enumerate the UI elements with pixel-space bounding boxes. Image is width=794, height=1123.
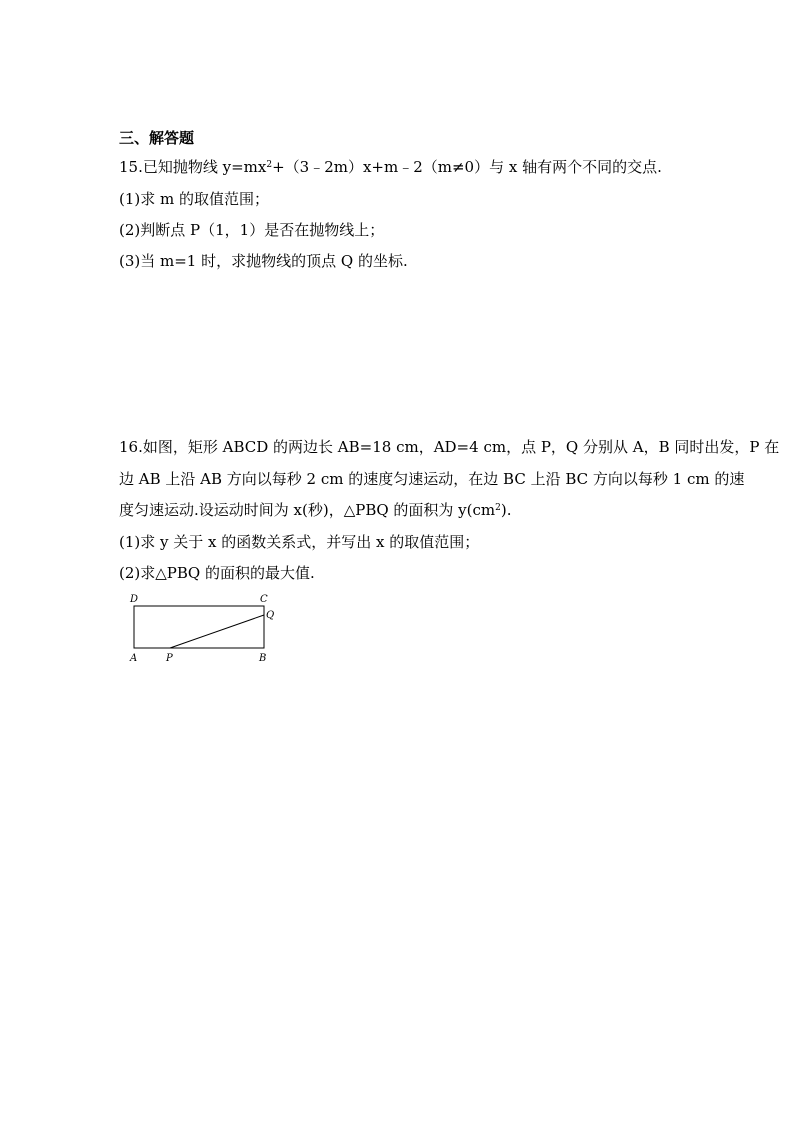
q15-part1: (1)求 m 的取值范围； <box>119 190 270 208</box>
label-q: Q <box>266 610 275 621</box>
label-b: B <box>259 653 267 664</box>
q16-line3-sup: 2 <box>495 503 501 513</box>
q16-line2: 边 AB 上沿 AB 方向以每秒 2 cm 的速度匀速运动，在边 BC 上沿 BC 方向以每秒 1 cm 的速 <box>119 470 745 488</box>
rectangle-figure <box>126 590 281 670</box>
segment-pq <box>170 615 264 648</box>
q15-stem-sup: 2 <box>266 160 273 170</box>
q15-part2: (2)判断点 P（1，1）是否在抛物线上； <box>119 221 385 239</box>
q16-line3-a: 度匀速运动.设运动时间为 x(秒)，△PBQ 的面积为 y(cm <box>119 501 496 519</box>
q16-line3-b: ). <box>500 501 512 519</box>
rectangle-abcd <box>134 606 264 648</box>
section-title: 三、解答题 <box>119 129 195 147</box>
q16-line3 <box>119 501 512 519</box>
q15-stem-b: +（3﹣2m）x+m﹣2（m≠0）与 x 轴有两个不同的交点. <box>272 158 662 176</box>
label-p: P <box>166 653 173 664</box>
q16-line1: 16.如图，矩形 ABCD 的两边长 AB=18 cm，AD=4 cm，点 P，Q 分别从 A，B 同时出发，P 在 <box>119 438 780 456</box>
q16-part1: (1)求 y 关于 x 的函数关系式，并写出 x 的取值范围； <box>119 533 480 551</box>
label-d: D <box>130 594 139 605</box>
q16-part2: (2)求△PBQ 的面积的最大值. <box>119 564 315 582</box>
q15-stem <box>119 158 662 176</box>
label-c: C <box>260 594 268 605</box>
label-a: A <box>130 653 138 664</box>
q15-stem-a: 15.已知抛物线 y=mx <box>119 158 267 176</box>
q15-part3: (3)当 m=1 时，求抛物线的顶点 Q 的坐标. <box>119 252 408 270</box>
